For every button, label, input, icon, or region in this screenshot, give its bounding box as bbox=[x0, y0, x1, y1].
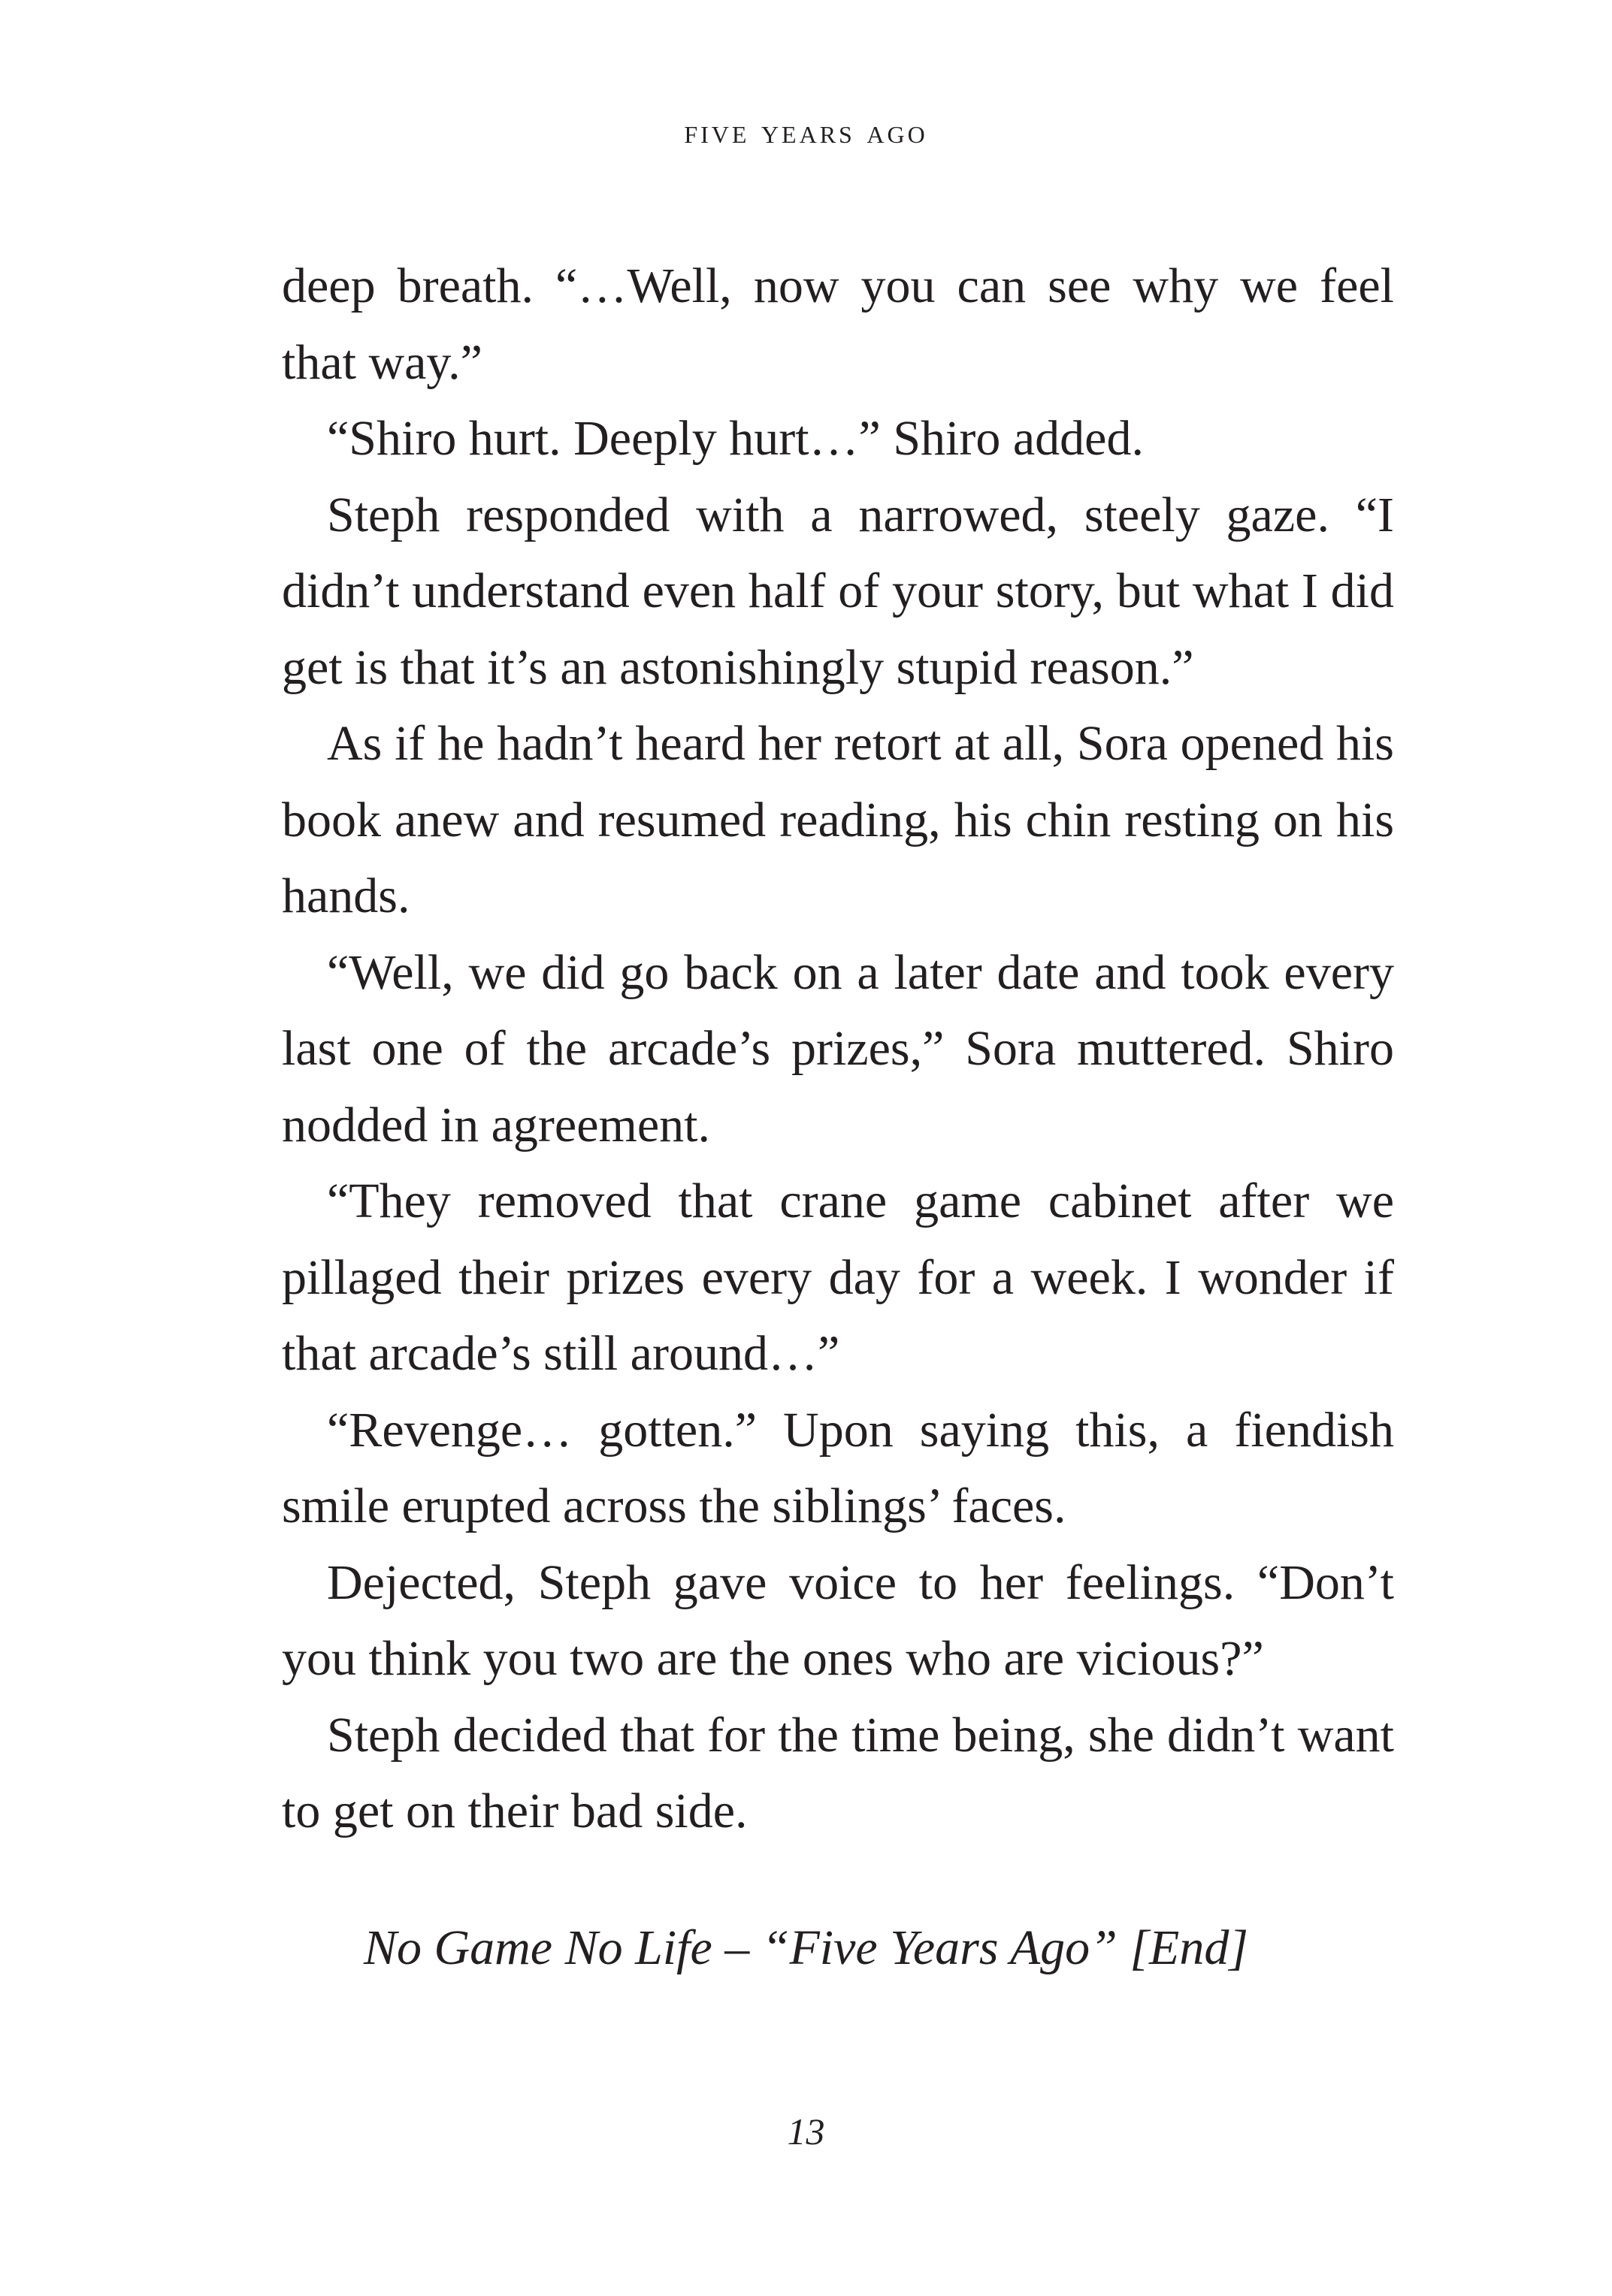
page-number: 13 bbox=[787, 2110, 825, 2152]
paragraph-6: “They removed that crane game cabinet after we pillaged their prizes every day for a week. I wonder if that arcade’s still around…” bbox=[282, 1174, 1394, 1381]
end-line: No Game No Life – “Five Years Ago” [End] bbox=[363, 1920, 1249, 1975]
paragraph-1: deep breath. “…Well, now you can see why we feel that way.” bbox=[282, 258, 1394, 390]
paragraph-5: “Well, we did go back on a later date and took every last one of the arcade’s prizes,” Sora muttered. Shiro nodded in agreement. bbox=[282, 944, 1394, 1153]
body-text bbox=[282, 248, 1394, 1850]
paragraph-8: Dejected, Steph gave voice to her feelings. “Don’t you think you two are the ones who are vicious?” bbox=[282, 1554, 1394, 1686]
running-head: five years ago bbox=[684, 112, 928, 150]
paragraph-9: Steph decided that for the time being, she didn’t want to get on their bad side. bbox=[282, 1707, 1394, 1838]
paragraph-3: Steph responded with a narrowed, steely gaze. “I didn’t understand even half of your story, but what I did get is that it’s an astonishingly stupid reason.” bbox=[282, 487, 1394, 695]
paragraph-2: “Shiro hurt. Deeply hurt…” Shiro added. bbox=[327, 411, 1144, 466]
paragraph-4: As if he hadn’t heard her retort at all, Sora opened his book anew and resumed reading, his chin resting on his hands. bbox=[282, 716, 1394, 923]
paragraph-7: “Revenge… gotten.” Upon saying this, a fiendish smile erupted across the siblings’ faces. bbox=[282, 1402, 1394, 1533]
